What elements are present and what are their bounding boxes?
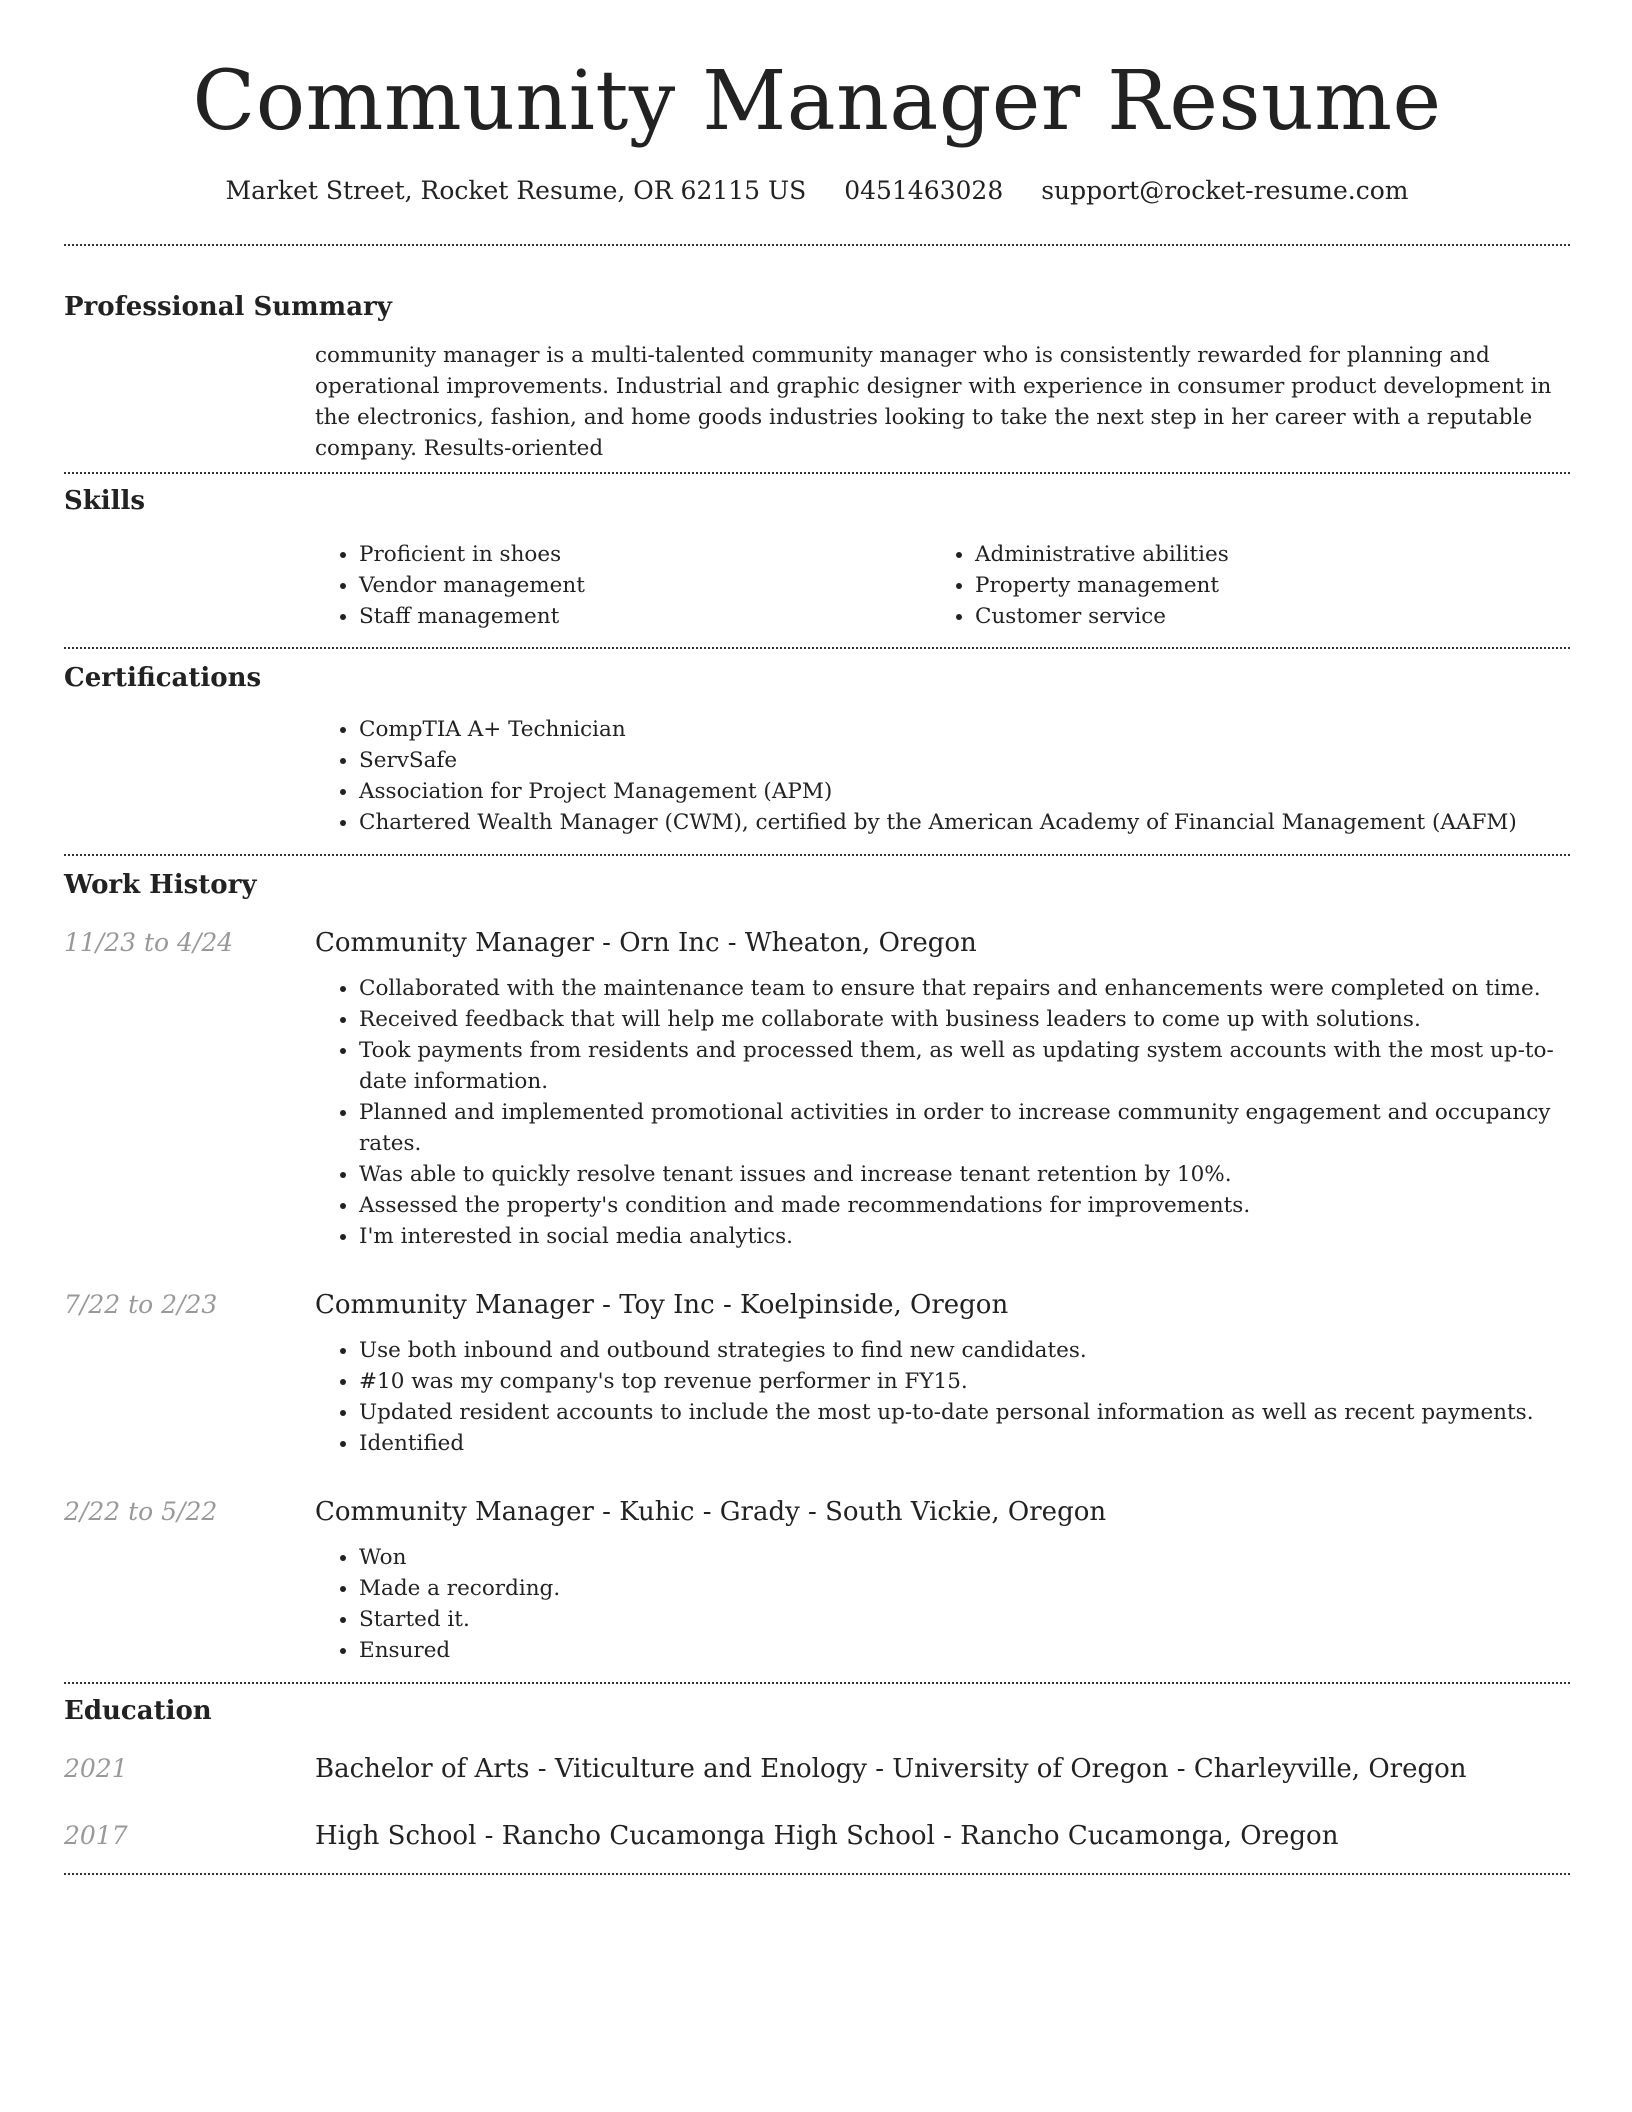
job-bullets: [315, 973, 1570, 1252]
education-heading: Education: [64, 1696, 212, 1726]
job-entry: [64, 926, 1570, 1252]
skills-section: [64, 474, 1570, 632]
education-entry: [64, 1752, 1570, 1786]
certifications-section: [64, 649, 1570, 838]
phone-text: 0451463028: [844, 176, 1004, 205]
certifications-list: [315, 714, 1570, 838]
certifications-heading: Certifications: [64, 663, 262, 693]
education-year: 2017: [64, 1821, 128, 1850]
certification-item: • Association for Project Management (APM): [359, 776, 1570, 807]
address-text: Market Street, Rocket Resume, OR 62115 US: [225, 176, 807, 205]
education-section: [64, 1684, 1570, 1853]
skill-item: • Administrative abilities: [975, 539, 1547, 570]
certification-item: • Chartered Wealth Manager (CWM), certified by the American Academy of Financial Management (AAFM): [359, 807, 1570, 838]
work-history-section: [64, 856, 1570, 1666]
job-entry: [64, 1288, 1570, 1459]
skill-item: • Staff management: [359, 601, 931, 632]
job-bullet: • Ensured: [359, 1635, 1570, 1666]
education-year: 2021: [64, 1754, 128, 1783]
contact-line: [64, 174, 1570, 208]
divider: [64, 1873, 1570, 1875]
job-bullet: • I'm interested in social media analytics.: [359, 1221, 1570, 1252]
certification-item: • ServSafe: [359, 745, 1570, 776]
job-bullet: • Received feedback that will help me collaborate with business leaders to come up with solutions.: [359, 1004, 1570, 1035]
skill-item: • Proficient in shoes: [359, 539, 931, 570]
skills-heading: Skills: [64, 486, 146, 516]
job-bullet: • Planned and implemented promotional activities in order to increase community engagement and occupancy rates.: [359, 1097, 1570, 1159]
job-entry: [64, 1495, 1570, 1666]
resume-title: Community Manager Resume: [192, 54, 1442, 149]
email-link[interactable]: support@rocket-resume.com: [1041, 176, 1409, 205]
education-detail: High School - Rancho Cucamonga High School - Rancho Cucamonga, Oregon: [315, 1821, 1339, 1851]
work-history-heading: Work History: [64, 870, 257, 900]
resume-page: [64, 0, 1570, 1875]
job-bullet: • Won: [359, 1542, 1570, 1573]
job-bullet: • Collaborated with the maintenance team to ensure that repairs and enhancements were completed on time.: [359, 973, 1570, 1004]
summary-heading: Professional Summary: [64, 292, 392, 322]
skill-item: • Vendor management: [359, 570, 931, 601]
job-bullet: • Started it.: [359, 1604, 1570, 1635]
skill-item: • Property management: [975, 570, 1547, 601]
job-bullet: • Assessed the property's condition and made recommendations for improvements.: [359, 1190, 1570, 1221]
job-title: Community Manager - Kuhic - Grady - South Vickie, Oregon: [315, 1497, 1107, 1527]
job-bullet: • Updated resident accounts to include the most up-to-date personal information as well as recent payments.: [359, 1397, 1570, 1428]
job-bullets: [315, 1335, 1570, 1459]
job-title: Community Manager - Toy Inc - Koelpinside, Oregon: [315, 1290, 1009, 1320]
job-bullet: • Identified: [359, 1428, 1570, 1459]
job-bullet: • #10 was my company's top revenue performer in FY15.: [359, 1366, 1570, 1397]
skill-item: • Customer service: [975, 601, 1547, 632]
job-bullet: • Took payments from residents and processed them, as well as updating system accounts with the most up-to-date information.: [359, 1035, 1570, 1097]
education-entry: [64, 1819, 1570, 1853]
job-bullets: [315, 1542, 1570, 1666]
skills-list-left: [315, 539, 931, 632]
education-detail: Bachelor of Arts - Viticulture and Enology - University of Oregon - Charleyville, Oregon: [315, 1754, 1467, 1784]
job-bullet: • Was able to quickly resolve tenant issues and increase tenant retention by 10%.: [359, 1159, 1570, 1190]
summary-section: [64, 246, 1570, 464]
summary-text: community manager is a multi-talented community manager who is consistently rewarded for planning and operational improvements. Industrial and graphic designer with experience in consumer product development in the electronics, fashion, and home goods industries looking to take the next step in her career with a reputable company. Results-oriented: [315, 343, 1552, 461]
job-date: 7/22 to 2/23: [64, 1290, 218, 1319]
skills-list-right: [931, 539, 1547, 632]
job-title: Community Manager - Orn Inc - Wheaton, Oregon: [315, 928, 977, 958]
job-bullet: • Use both inbound and outbound strategies to find new candidates.: [359, 1335, 1570, 1366]
job-bullet: • Made a recording.: [359, 1573, 1570, 1604]
job-date: 2/22 to 5/22: [64, 1497, 218, 1526]
job-date: 11/23 to 4/24: [64, 928, 234, 957]
certification-item: • CompTIA A+ Technician: [359, 714, 1570, 745]
